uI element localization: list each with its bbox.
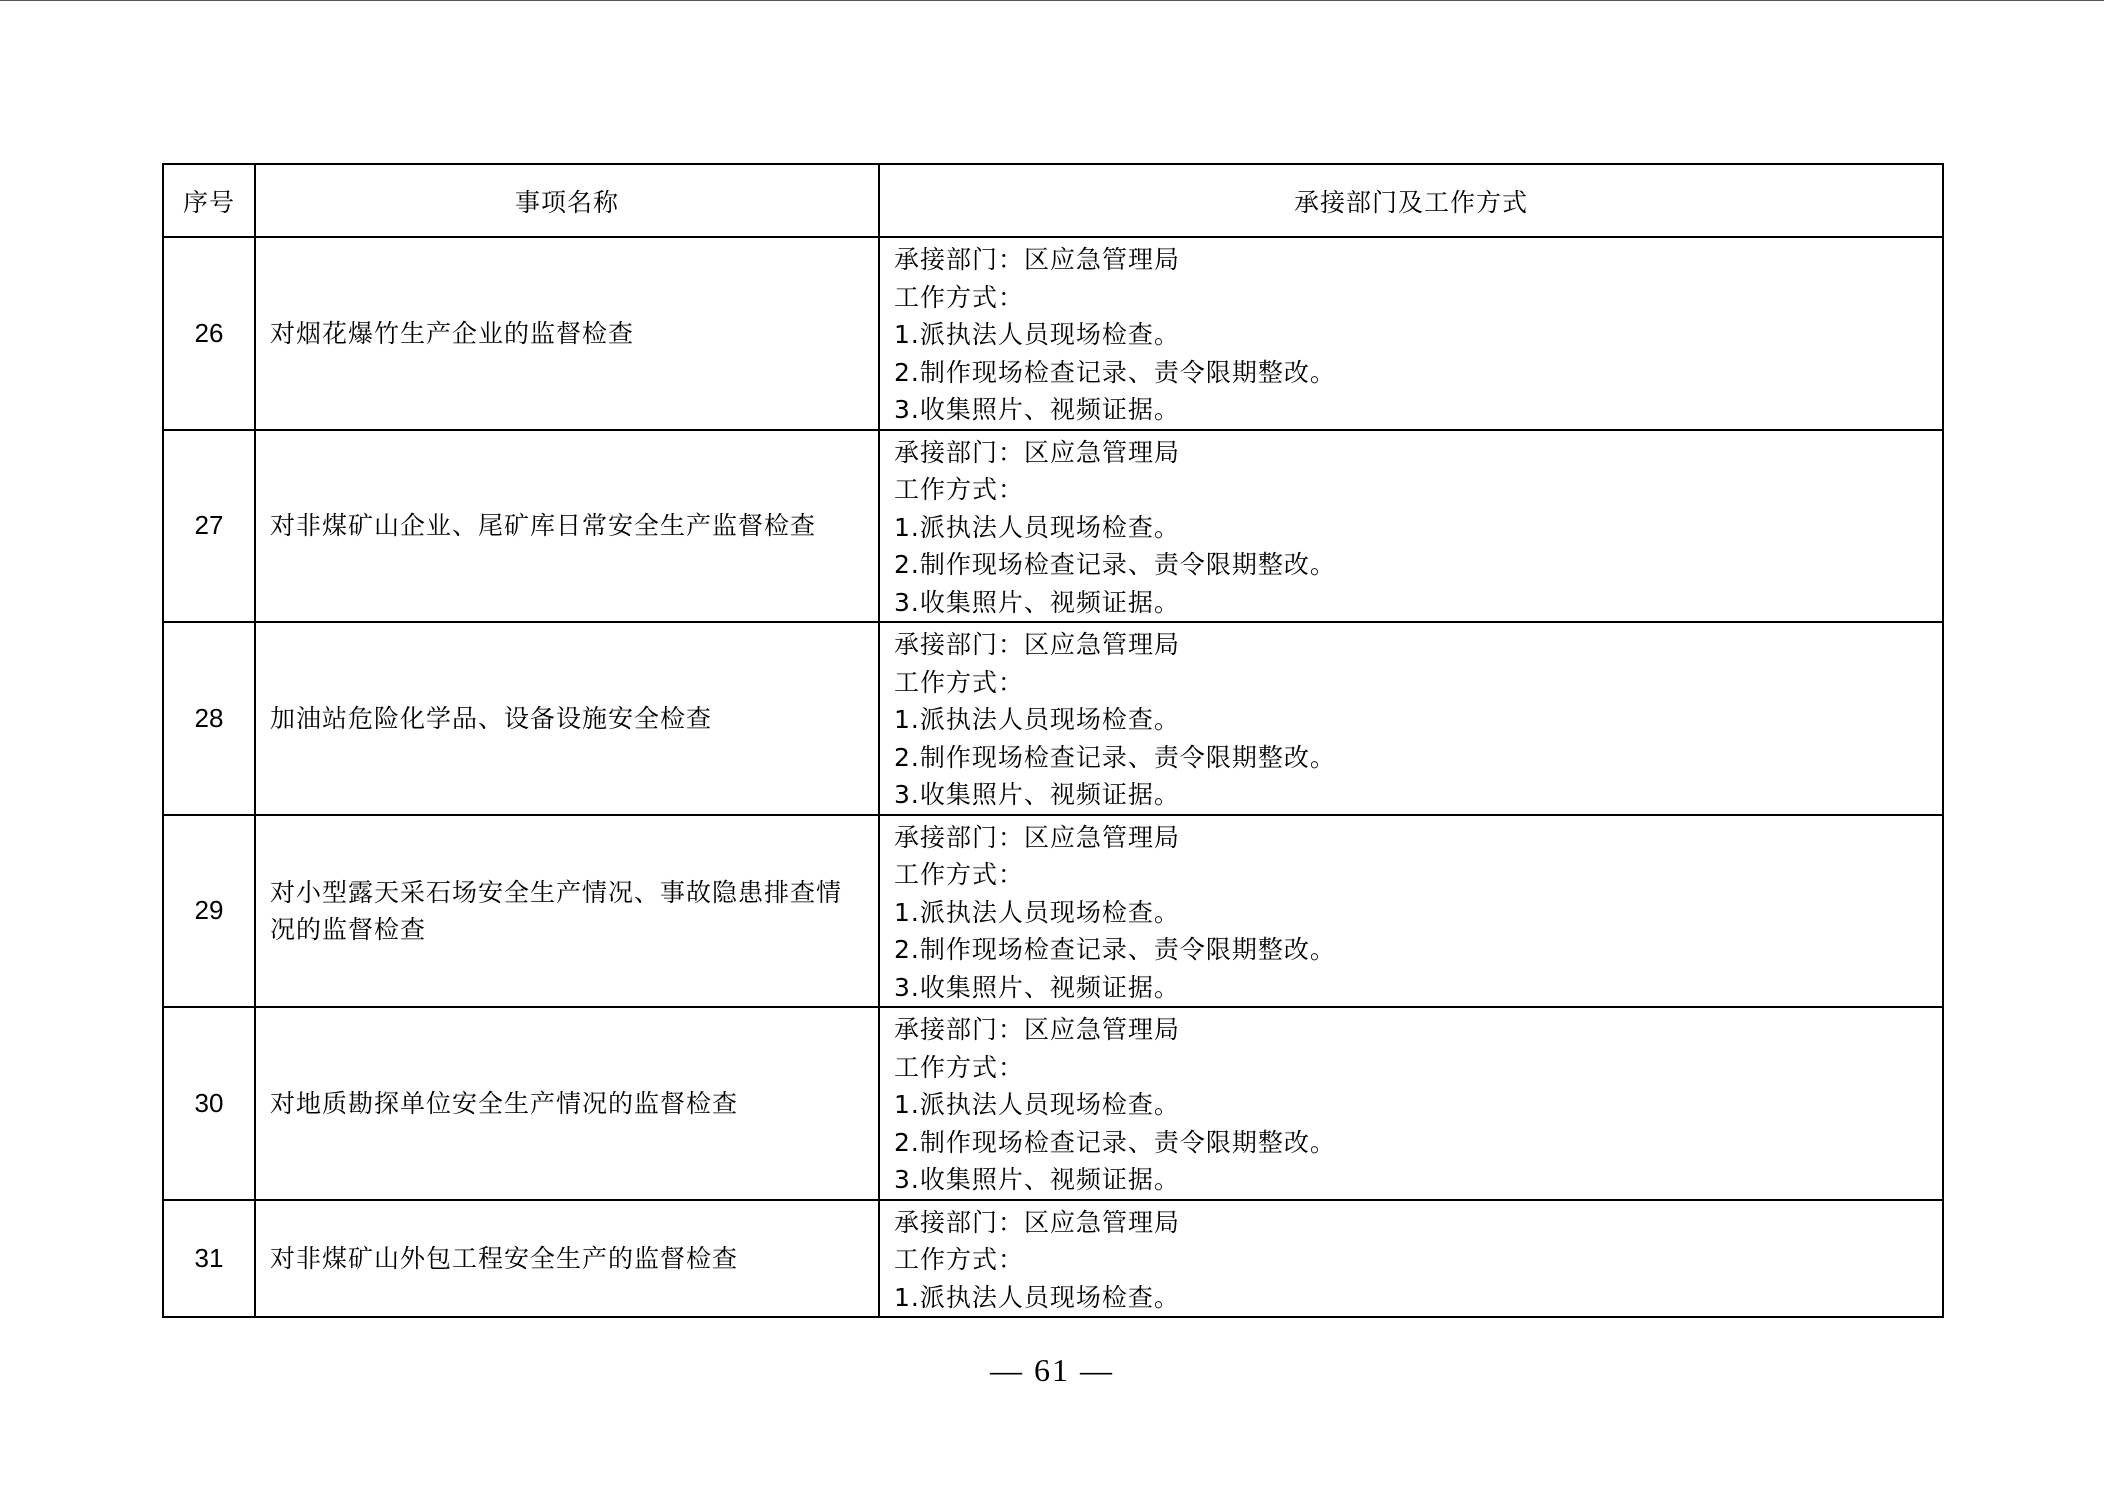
department-method-cell [879, 815, 1943, 1008]
method-step: 2.制作现场检查记录、责令限期整改。 [894, 1127, 1336, 1157]
method-heading: 工作方式： [894, 860, 1025, 889]
department-line: 承接部门：区应急管理局 [894, 1207, 1181, 1237]
method-step: 1.派执法人员现场检查。 [894, 1090, 1180, 1119]
method-step: 3.收集照片、视频证据。 [894, 972, 1180, 1002]
matter-name: 加油站危险化学品、设备设施安全检查 [255, 622, 879, 815]
method-heading: 工作方式： [894, 667, 1025, 697]
department-line: 承接部门：区应急管理局 [894, 1015, 1181, 1044]
page-top-rule [0, 0, 2104, 1]
table-row [163, 1007, 1943, 1200]
method-heading: 工作方式： [894, 1052, 1025, 1082]
method-step: 3.收集照片、视频证据。 [894, 395, 1180, 424]
row-number: 30 [163, 1007, 255, 1200]
header-method: 承接部门及工作方式 [879, 164, 1943, 237]
matter-name: 对烟花爆竹生产企业的监督检查 [255, 237, 879, 430]
table-row [163, 815, 1943, 1008]
method-heading: 工作方式： [894, 475, 1025, 504]
matter-name: 对地质勘探单位安全生产情况的监督检查 [255, 1007, 879, 1200]
method-step: 1.派执法人员现场检查。 [894, 705, 1180, 734]
department-line: 承接部门：区应急管理局 [894, 245, 1181, 274]
department-line: 承接部门：区应急管理局 [894, 822, 1181, 852]
row-number: 29 [163, 815, 255, 1008]
department-line: 承接部门：区应急管理局 [894, 437, 1181, 467]
header-name: 事项名称 [255, 164, 879, 237]
table-row [163, 1200, 1943, 1318]
method-step: 2.制作现场检查记录、责令限期整改。 [894, 742, 1336, 772]
page-number: — 61 — [990, 1352, 1114, 1388]
matter-name: 对小型露天采石场安全生产情况、事故隐患排查情况的监督检查 [255, 815, 879, 1008]
row-number: 28 [163, 622, 255, 815]
header-no: 序号 [163, 164, 255, 237]
department-method-cell [879, 1007, 1943, 1200]
method-step: 1.派执法人员现场检查。 [894, 512, 1180, 542]
department-method-cell [879, 622, 1943, 815]
matter-name: 对非煤矿山外包工程安全生产的监督检查 [255, 1200, 879, 1318]
method-heading: 工作方式： [894, 282, 1025, 312]
matter-name: 对非煤矿山企业、尾矿库日常安全生产监督检查 [255, 430, 879, 623]
row-number: 27 [163, 430, 255, 623]
method-step: 1.派执法人员现场检查。 [894, 1282, 1180, 1312]
table-header-row [163, 164, 1943, 237]
method-step: 2.制作现场检查记录、责令限期整改。 [894, 935, 1336, 964]
department-method-cell [879, 430, 1943, 623]
method-step: 3.收集照片、视频证据。 [894, 780, 1180, 809]
row-number: 26 [163, 237, 255, 430]
department-line: 承接部门：区应急管理局 [894, 630, 1181, 659]
method-heading: 工作方式： [894, 1245, 1025, 1274]
method-step: 3.收集照片、视频证据。 [894, 587, 1180, 617]
table-row [163, 237, 1943, 430]
method-step: 1.派执法人员现场检查。 [894, 320, 1180, 349]
table-row [163, 430, 1943, 623]
method-step: 2.制作现场检查记录、责令限期整改。 [894, 357, 1336, 387]
method-step: 2.制作现场检查记录、责令限期整改。 [894, 550, 1336, 579]
matters-table [162, 163, 1944, 1318]
department-method-cell [879, 1200, 1943, 1318]
method-step: 1.派执法人员现场检查。 [894, 897, 1180, 927]
department-method-cell [879, 237, 1943, 430]
method-step: 3.收集照片、视频证据。 [894, 1165, 1180, 1194]
row-number: 31 [163, 1200, 255, 1318]
table-row [163, 622, 1943, 815]
